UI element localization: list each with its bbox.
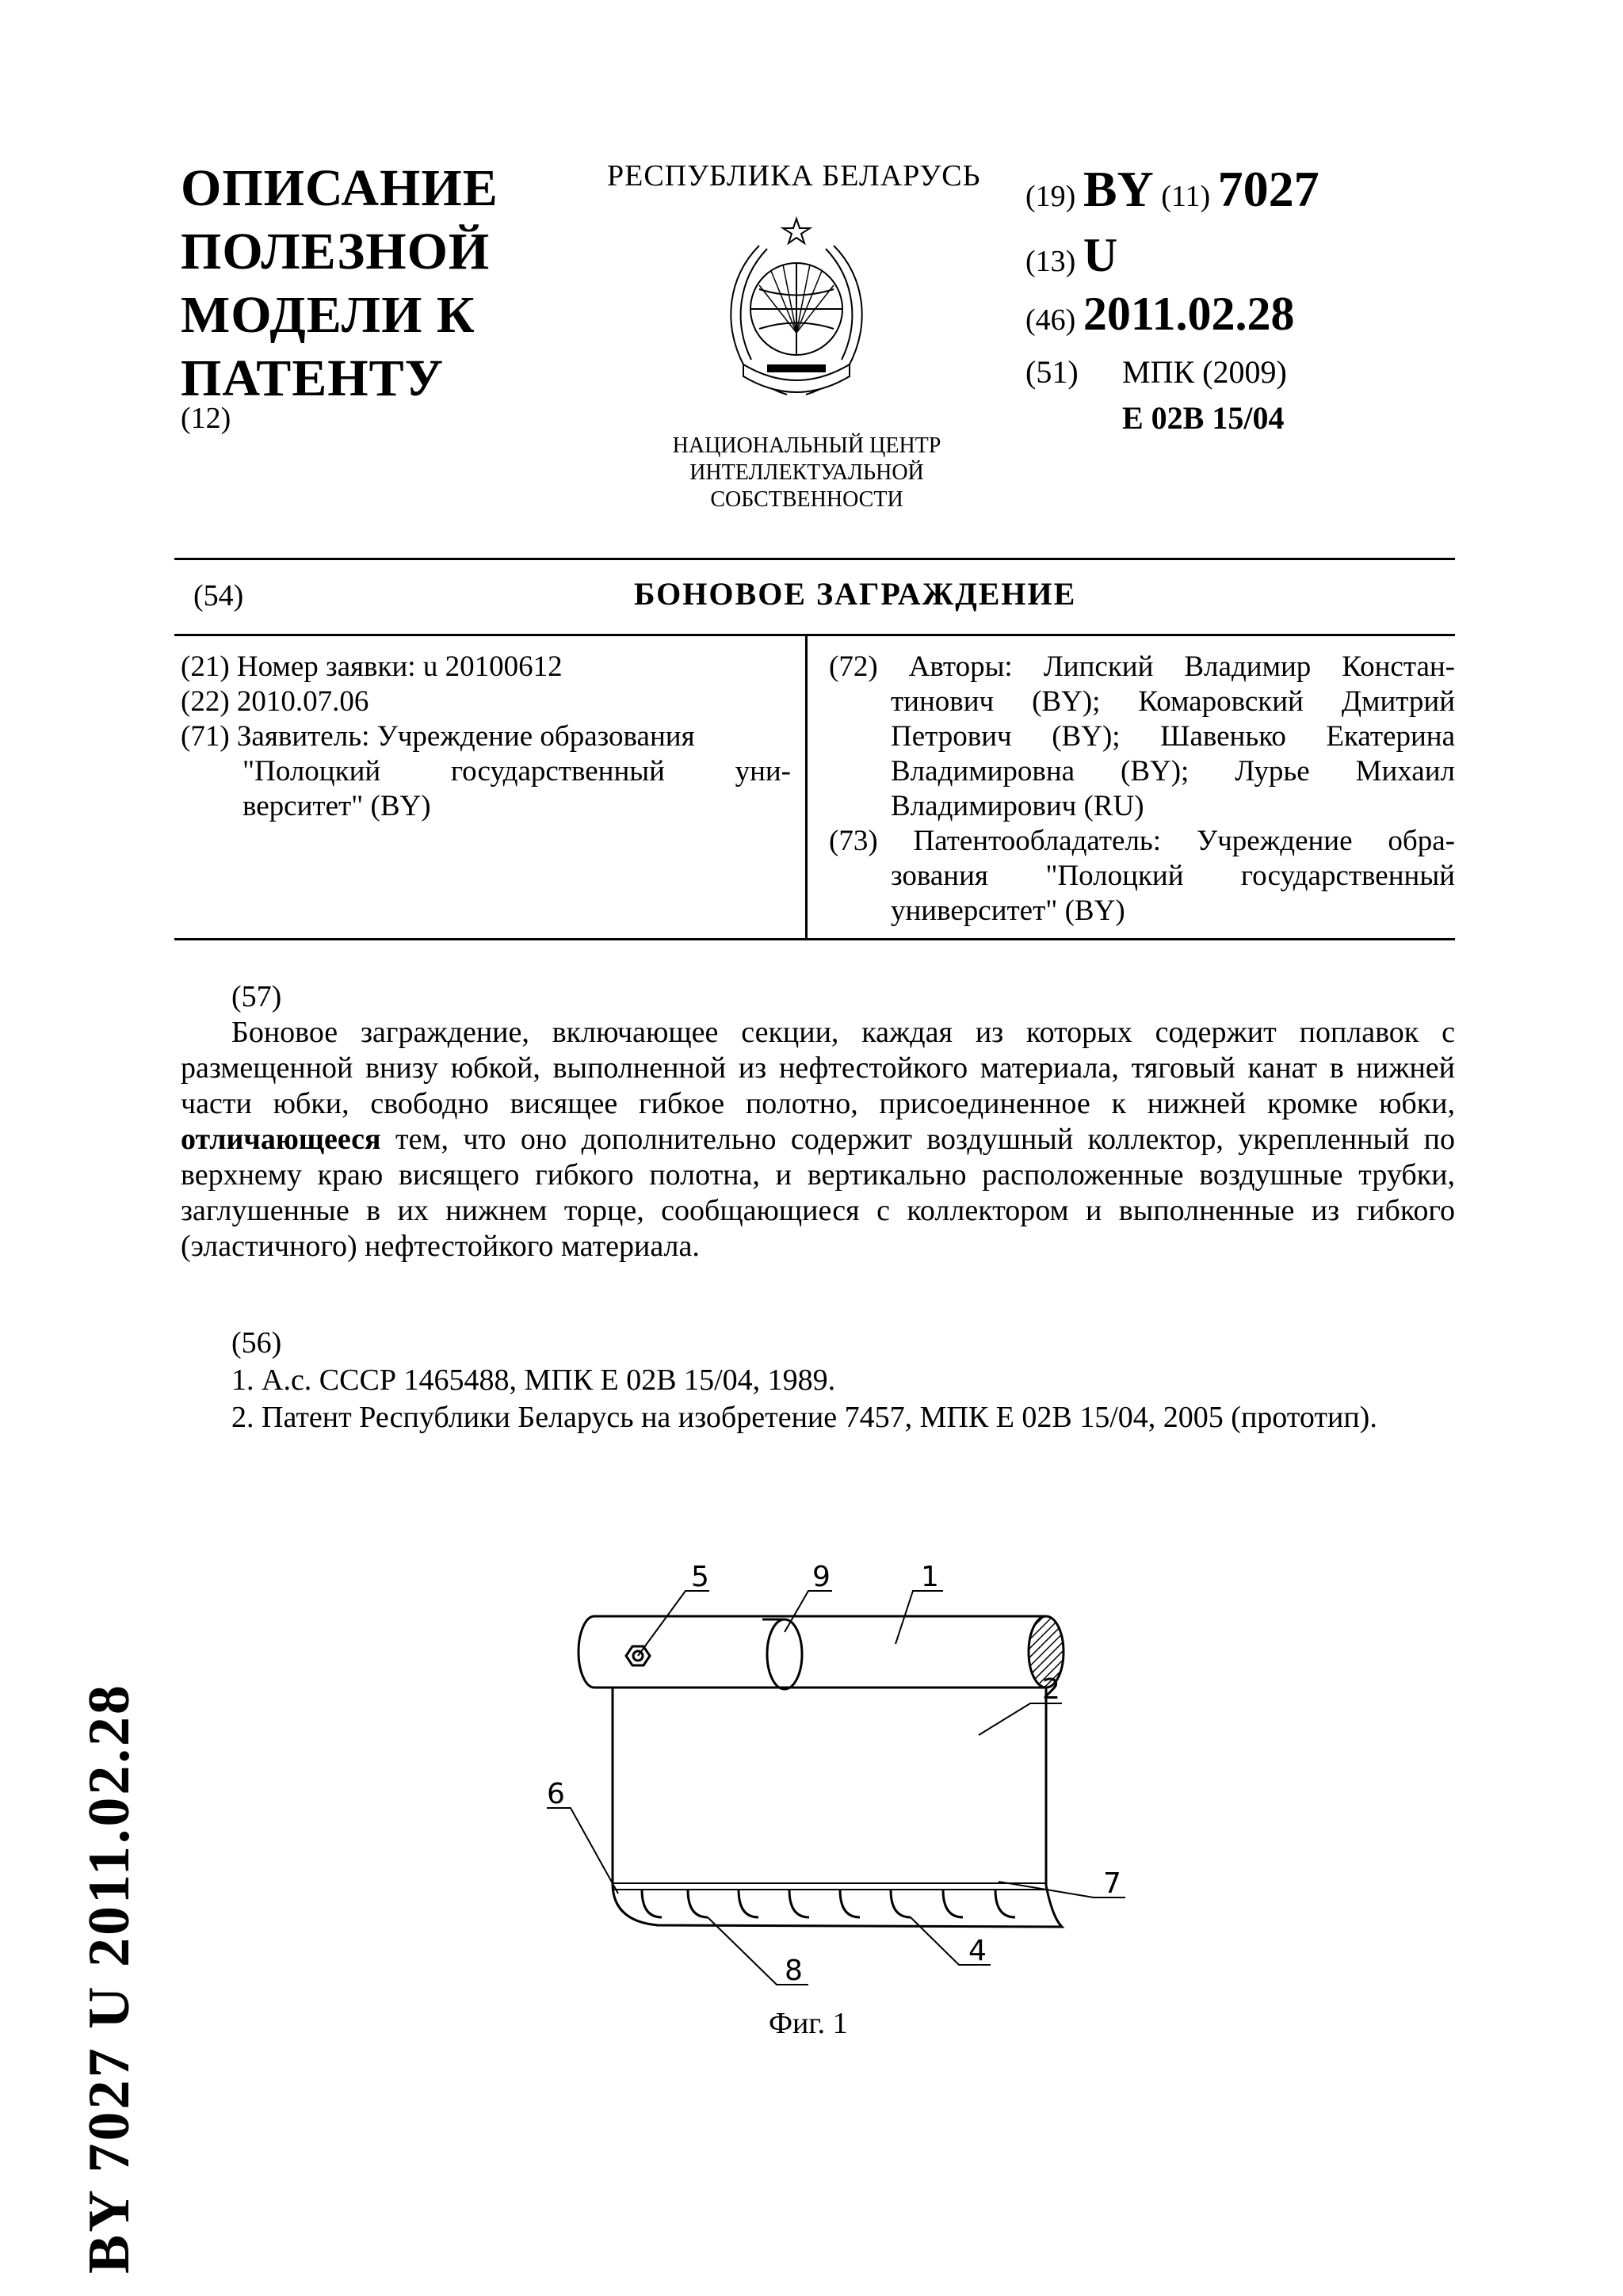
code-19: (19) [1025,180,1076,213]
abstract-key-term: отличающееся [181,1123,381,1156]
figure-label: 4 [968,1935,987,1967]
references [181,1325,1455,1436]
bibliographic-left [181,650,791,824]
divider [174,938,1455,940]
abstract-text [181,1015,1455,1264]
patent-owner-line: университет" (BY) [891,894,1125,927]
reference-item: 2. Патент Республики Беларусь на изобретение 7457, МПК E 02B 15/04, 2005 (прототип). [231,1401,1377,1434]
office-name [640,433,973,513]
divider [174,634,1455,636]
title-line: ПАТЕНТУ [181,349,445,407]
figure-label: 2 [1042,1673,1060,1706]
applicant: (71) Заявитель: Учреждение образования [181,720,695,753]
figure-label: 6 [547,1778,565,1810]
ipc-class: E 02B 15/04 [1122,400,1285,436]
patent-number: 7027 [1217,161,1319,217]
republic-name: РЕСПУБЛИКА БЕЛАРУСЬ [607,159,981,193]
code-46-row [1025,287,1295,341]
code-13-row [1025,228,1117,283]
office-line: ИНТЕЛЛЕКТУАЛЬНОЙ [689,460,924,485]
side-document-id: BY 7027 U 2011.02.28 [77,1683,142,2274]
code-51: (51) [1025,354,1079,390]
figure-caption: Фиг. 1 [769,2007,848,2040]
code-13: (13) [1025,245,1076,278]
bibliographic-right [829,650,1455,929]
patent-owner: (73) Патентообладатель: Учреждение обра- [829,825,1455,857]
abstract [181,979,1455,1264]
figure-label: 8 [785,1955,803,1987]
authors-line: тинович (BY); Комаровский Дмитрий [891,685,1455,718]
figure-label: 7 [1103,1867,1121,1900]
divider [174,558,1455,560]
authors-line: Владимировна (BY); Лурье Михаил [891,755,1455,788]
code-19-row [1025,160,1319,219]
authors-line: Владимирович (RU) [891,790,1144,822]
abstract-code: (57) [231,980,282,1013]
patent-owner-line: зования "Полоцкий государственный [891,860,1455,892]
title-line: ПОЛЕЗНОЙ [181,223,491,280]
code-46: (46) [1025,303,1076,337]
code-54: (54) [193,579,244,612]
title-line: ОПИСАНИЕ [181,159,498,217]
coat-of-arms-icon [712,214,881,404]
document-title [181,157,498,410]
figure-drawing [547,1561,1125,1997]
application-number: (21) Номер заявки: u 20100612 [181,650,563,683]
kind-code: U [1083,229,1118,281]
applicant-line: верситет" (BY) [242,790,431,822]
column-divider [805,634,808,938]
abstract-text-part: Боновое заграждение, включающее секции, каждая из которых содержит поплавок с размещенной внизу юбкой, выполненной из нефтестойкого материала, тяговый канат в нижней части юбки, свободно висящее гибкое полотно, присоединенное к нижней кромке юбки, [181,1016,1455,1120]
ipc-label: МПК (2009) [1122,354,1287,390]
figure-label: 5 [691,1561,709,1593]
applicant-line: "Полоцкий государственный уни- [242,755,791,788]
filing-date: (22) 2010.07.06 [181,685,369,718]
office-line: НАЦИОНАЛЬНЫЙ ЦЕНТР [672,433,941,458]
office-line: СОБСТВЕННОСТИ [710,487,903,512]
reference-item: 1. А.с. СССР 1465488, МПК E 02B 15/04, 1989. [231,1363,836,1397]
code-11: (11) [1161,180,1211,213]
figure-label: 1 [921,1561,939,1593]
figure-label: 9 [812,1561,831,1593]
authors-line: Петрович (BY); Шавенько Екатерина [891,720,1455,753]
code-12: (12) [181,402,231,435]
title-line: МОДЕЛИ К [181,286,475,344]
country-code: BY [1083,161,1154,217]
references-code: (56) [231,1326,282,1360]
authors: (72) Авторы: Липский Владимир Констан- [829,650,1455,683]
invention-title: БОНОВОЕ ЗАГРАЖДЕНИЕ [634,576,1077,612]
publication-date: 2011.02.28 [1083,288,1295,340]
abstract-text-part: тем, что оно дополнительно содержит воздушный коллектор, укрепленный по верхнему краю висящего гибкого полотна, и вертикально расположенные воздушные трубки, заглушенные в их нижнем торце, сообщающиеся с коллектором и выполненные из гибкого (эластичного) нефтестойкого материала. [181,1123,1455,1263]
